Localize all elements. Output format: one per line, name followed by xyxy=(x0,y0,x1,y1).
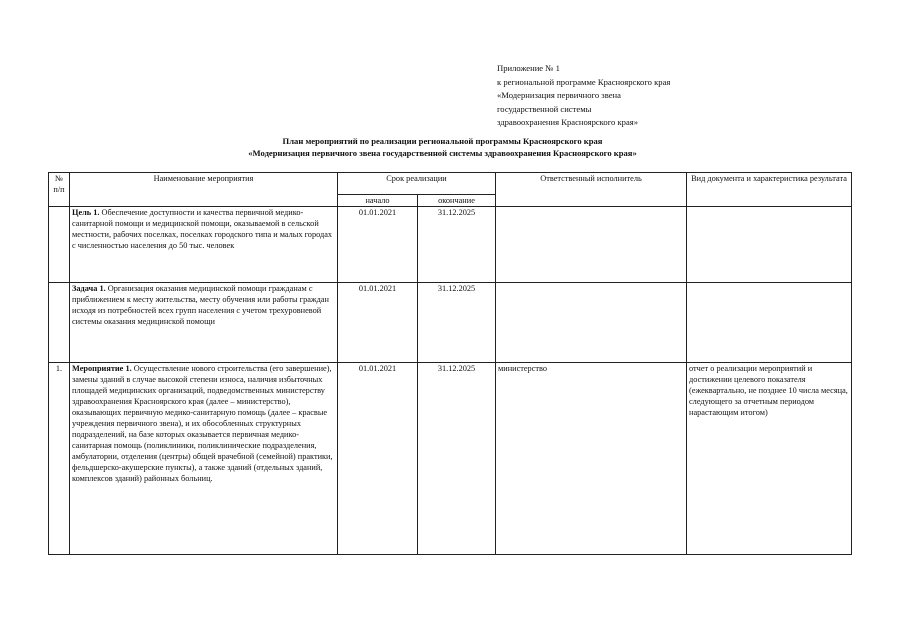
row-num xyxy=(49,283,70,363)
row-end: 31.12.2025 xyxy=(418,207,496,283)
row-start: 01.01.2021 xyxy=(338,283,418,363)
row-start: 01.01.2021 xyxy=(338,207,418,283)
appendix-block xyxy=(497,62,670,130)
row-start: 01.01.2021 xyxy=(338,363,418,555)
row-text: Осуществление нового строительства (его завершение), замены зданий в случае высокой степени износа, наличия избыточных площадей медицинских организаций, подведомственных министерству здравоохранения Красноярского края (далее – министерство), оказывающих первичную медико-санитарную помощь (далее – красвые учреждения первичного звена), и их обособленных структурных подразделений, на базе которых оказывается первичная медико-санитарная помощь (поликлиники, поликлинические подразделения, амбулатории, отделения (центры) общей врачебной (семейной) практики, фельдшерско-акушерские пункты), а также зданий (отдельных зданий, комплексов зданий) районных больниц. xyxy=(72,364,333,483)
appendix-line: государственной системы xyxy=(497,103,592,114)
appendix-line: Приложение № 1 xyxy=(497,63,560,73)
row-lead: Мероприятие 1. xyxy=(72,364,132,373)
row-text: Обеспечение доступности и качества первичной медико-санитарной помощи и медицинской помощи, оказываемой в сельской местности, рабочих поселках, поселках городского типа и малых городах с численностью населения до 50 тыс. человек xyxy=(72,208,333,250)
header-doc: Вид документа и характеристика результата xyxy=(687,173,852,207)
row-end: 31.12.2025 xyxy=(418,363,496,555)
row-text: Организация оказания медицинской помощи гражданам с приближением к месту жительства, месту обучения или работы граждан исходя из потребностей всех групп населения с учетом трехуровневой системы оказания медицинской помощи xyxy=(72,284,329,326)
row-name xyxy=(70,283,338,363)
row-name xyxy=(70,363,338,555)
header-name: Наименование мероприятия xyxy=(70,173,338,207)
row-name xyxy=(70,207,338,283)
row-doc xyxy=(687,207,852,283)
header-num-symbol: № xyxy=(55,174,63,183)
header-period: Срок реализации xyxy=(338,173,496,195)
header-end: окончание xyxy=(418,195,496,207)
row-executor xyxy=(496,207,687,283)
row-num: 1. xyxy=(49,363,70,555)
table-row xyxy=(49,207,852,283)
header-executor: Ответственный исполнитель xyxy=(496,173,687,207)
row-lead: Цель 1. xyxy=(72,208,100,217)
document-title-line-1: План мероприятий по реализации региональной программы Красноярского края xyxy=(282,136,603,146)
header-num-pp: п/п xyxy=(53,185,65,194)
row-doc xyxy=(687,283,852,363)
table-header-row xyxy=(49,173,852,195)
row-executor xyxy=(496,283,687,363)
row-lead: Задача 1. xyxy=(72,284,106,293)
header-start: начало xyxy=(338,195,418,207)
row-executor: министерство xyxy=(496,363,687,555)
header-num xyxy=(49,173,70,207)
document-title-line-2: «Модернизация первичного звена государственной системы здравоохранения Красноярского края» xyxy=(248,148,637,158)
row-end: 31.12.2025 xyxy=(418,283,496,363)
row-doc: отчет о реализации мероприятий и достижении целевого показателя (ежеквартально, не позднее 10 числа месяца, следующего за отчетным периодом нарастающим итогом) xyxy=(687,363,852,555)
row-num xyxy=(49,207,70,283)
appendix-line: «Модернизация первичного звена xyxy=(497,90,621,100)
table-row xyxy=(49,283,852,363)
table-row xyxy=(49,363,852,555)
plan-table xyxy=(48,172,852,555)
appendix-line: здравоохранения Красноярского края» xyxy=(497,117,639,127)
appendix-line: к региональной программе Красноярского края xyxy=(497,76,671,87)
